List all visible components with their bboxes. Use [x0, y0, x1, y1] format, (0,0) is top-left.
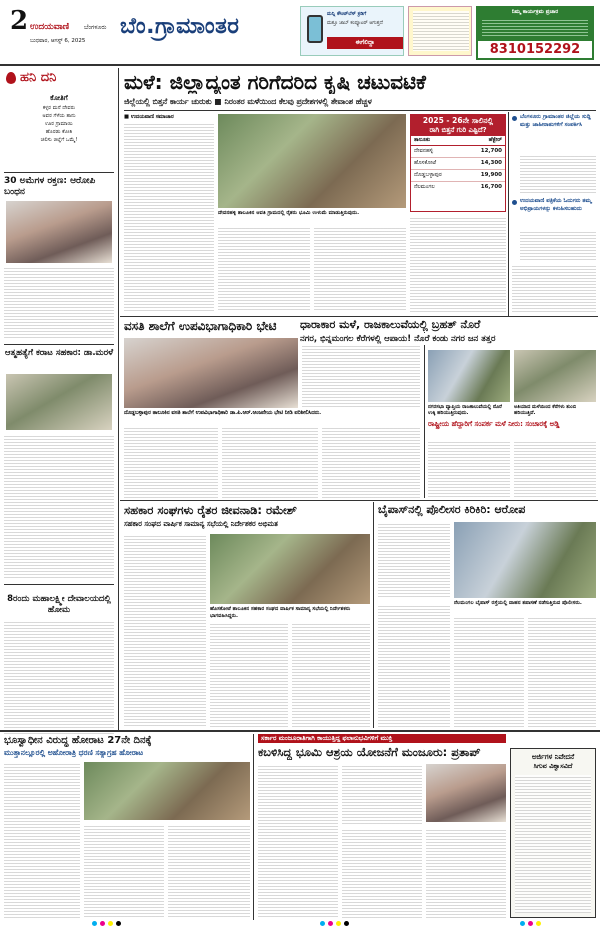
sowing-col-taluk: ತಾಲೂಕು	[414, 137, 431, 143]
registration-dot-icon	[344, 921, 349, 926]
honey-logo	[6, 70, 112, 88]
ad1-line2: ಮತ್ತೂ ಜಾಬ್ ಕಂಪ್ಯೂಟರ್ ಆಗುತ್ತದೆ	[327, 21, 383, 26]
sowing-row-taluk: ಹೊಸಕೋಟೆ	[414, 160, 437, 166]
right-notice-1-body	[520, 154, 596, 194]
ad-mid-text	[413, 11, 469, 51]
edition-label: ಬೆಂಗಳೂರು	[84, 24, 107, 31]
sowing-table-title-line1: 2025 - 26ನೇ ಸಾಲಿನಲ್ಲಿ	[422, 116, 494, 125]
ad1-line1: ಮನ್ನಿ ಕೌಂಟ್‌ಲೆಸ್ ಕ್ರಡಿಗೆ	[327, 11, 367, 17]
poem-line: ಹೊರಡು ಕೋತಿ	[45, 129, 73, 135]
bottom-left-headline-2[interactable]: ಮುತ್ತಾನಲ್ಲೂರಲ್ಲಿ ಅಹೋರಾತ್ರಿ ಧರಣಿ ಸತ್ಯಾಗ್ರಹ ಹೋರಾಟ	[4, 748, 144, 757]
poem-line: ಊರ ಗ್ರಾಮಾಯಿ	[45, 121, 73, 127]
right-notice-2-text: ಉದಯವಾಣಿ ಪತ್ರಿಕೆಯ ಓದುಗರು ತಮ್ಮ ಅಭಿಪ್ರಾಯಗಳನ್ನು ಕಳುಹಿಸಬಹುದು	[520, 198, 592, 212]
police-caption: ನೆಲಮಂಗಲ ಬೈಪಾಸ್ ರಸ್ತೆಯಲ್ಲಿ ವಾಹನ ತಪಾಸಣೆ ನಡೆಸುತ್ತಿರುವ ಪೊಲೀಸರು.	[454, 600, 582, 606]
sowing-table-row	[411, 146, 505, 158]
sowing-row-target: 19,900	[480, 172, 502, 178]
school-rain-vertical-rule	[424, 318, 425, 498]
lead-body-col4	[410, 216, 506, 312]
school-body-col2	[222, 426, 318, 498]
sowing-col-target: ಹೆಕ್ಟೇರ್	[488, 137, 502, 143]
registration-dot-icon	[100, 921, 105, 926]
highway-headline[interactable]: ರಾಷ್ಟ್ರೀಯ ಹೆದ್ದಾರಿಗೆ ಸಂಪರ್ಕ ಮಳೆ ನೀರು: ಸಂಚಾರಕ್ಕೆ ಅಡ್ಡಿ	[428, 420, 560, 428]
bottom-left-body-col2	[84, 824, 164, 918]
ad2-body	[482, 18, 588, 36]
lead-body-col3	[314, 226, 406, 312]
police-body-col2	[378, 604, 450, 728]
bottom-right-body-col1	[258, 764, 338, 918]
sidebar-story1-body	[4, 266, 114, 340]
bottom-right-body-col4	[426, 828, 506, 918]
school-photo	[124, 338, 298, 408]
rain-caption-1: ನಗರಸಭಾ ವ್ಯಾಪ್ತಿಯ ರಾಜಕಾಲುವೆಯಲ್ಲಿ ನೊರೆ ಉಕ್ಕಿ ಹರಿಯುತ್ತಿರುವುದು.	[428, 404, 502, 417]
lead-photo	[218, 114, 406, 208]
registration-dot-icon	[528, 921, 533, 926]
bottom-left-body-col3	[168, 824, 250, 918]
right-notice-2	[512, 198, 596, 262]
masthead-ad-1[interactable]	[300, 6, 404, 56]
bottom-right-box-body	[515, 775, 591, 913]
right-column-rule	[508, 112, 509, 316]
ad2-title: ನಿಮ್ಮ ಕಾರ್ಯಕ್ರಮ ಪ್ರಚಾರ	[511, 9, 559, 15]
sidebar-divider	[4, 172, 114, 173]
sidebar-divider	[4, 584, 114, 585]
sowing-table-row	[411, 182, 505, 193]
police-photo	[454, 522, 596, 598]
bottom-right-kicker: ಸರ್ಕಾರ ಮಂಜೂರಾತಿಗಾಗಿ ಕಾಯುತ್ತಿದ್ದ ಫಲಾನುಭವಿಗಳಿಗೆ ಮುಕ್ತಿ	[258, 734, 506, 743]
sowing-row-taluk: ನೆಲಮಂಗಲ	[414, 184, 435, 190]
highway-body-col1	[428, 440, 510, 498]
sidebar-column	[0, 68, 118, 728]
school-body-col1	[124, 426, 218, 498]
school-caption: ದೊಡ್ಡಬಳ್ಳಾಪುರ ತಾಲೂಕಿನ ವಸತಿ ಶಾಲೆಗೆ ಉಪವಿಭಾಗಾಧಿಕಾರಿ ಡಾ.ಪಿ.ಆರ್.ಆಂಜನೇಯ ಭೇಟಿ ನೀಡಿ ಪರಿಶೀಲಿಸಿದರು.	[124, 410, 322, 416]
ad-phone-icon	[307, 15, 323, 43]
registration-dot-icon	[520, 921, 525, 926]
bottom-right-box-title: ಅರ್ಜಿಗಳ ನಿವೇದನೆ	[531, 753, 575, 761]
bottom-right-body-col2	[342, 764, 422, 824]
right-notice-2-body	[520, 230, 596, 260]
poem-body	[0, 104, 118, 144]
police-body-col3	[454, 616, 524, 728]
coop-headline[interactable]: ಸಹಕಾರ ಸಂಘಗಳು ರೈತರ ಜೀವನಾಡಿ: ರಮೇಶ್	[124, 503, 297, 517]
bottom-right-box-subtitle: ಸಿಗುವ ವಿಶ್ವಾಸವಿದೆ	[533, 762, 573, 770]
sowing-row-target: 16,700	[480, 184, 502, 190]
dateline: ಬುಧವಾರ, ಆಗಸ್ಟ್ 6, 2025	[30, 38, 86, 44]
right-column-body	[512, 264, 596, 312]
bottom-right-headline[interactable]: ಕಬಳಿಸಿದ್ದ ಭೂಮಿ ಆಶ್ರಯ ಯೋಜನೆಗೆ ಮಂಜೂರು: ಪ್ರತಾಪ್	[258, 745, 481, 759]
sidebar-story2-photo	[6, 374, 112, 430]
poem-line: ಚಲಿಸು ಜಿಲ್ಲೆಗೆ ಒಮ್ಮೆ!	[40, 137, 78, 143]
sidebar-logo: ಹನಿ ದನಿ	[20, 70, 57, 85]
ad2-phone[interactable]: 8310152292	[478, 41, 592, 58]
registration-dot-icon	[328, 921, 333, 926]
school-body-right	[302, 338, 420, 408]
sowing-table-header	[411, 136, 505, 146]
registration-dot-icon	[108, 921, 113, 926]
sidebar-story1-headline[interactable]: 30 ಅಮೆಗಳ ರಕ್ತಣ: ಆರೋಪಿ ಬಂಧನ	[4, 176, 96, 197]
lead-body-col1	[124, 122, 214, 312]
lead-headline[interactable]: ಮಳೆ: ಜಿಲ್ಲಾದ್ಯಂತ ಗರಿಗೆದರಿದ ಕೃಷಿ ಚಟುವಟಿಕೆ	[124, 70, 426, 94]
poem-title: ಕೋತಿಗೆ	[50, 94, 68, 102]
sowing-table-row	[411, 158, 505, 170]
rain-caption-2: ಅತಿಯಾದ ಮಳೆಯಿಂದ ಕೆರೆಗಳು ತುಂಬಿ ಹರಿಯುತ್ತಿವೆ.	[514, 404, 577, 417]
sidebar-story3-headline[interactable]: 8ರಂದು ಮಹಾಲಕ್ಷ್ಮೀ ದೇವಾಲಯದಲ್ಲಿ ಹೋಮ	[7, 594, 111, 615]
rain-headline-2[interactable]: ನಗರ, ಭಿನ್ನಮಂಗಲ ಕೆರೆಗಳಲ್ಲಿ ಆಪಾಯ! ನೊರೆ ಕಂಡು ನಗರ ಜನ ತತ್ತರ	[298, 333, 596, 345]
bottom-left-headline-1[interactable]: ಭೂಸ್ವಾಧೀನ ವಿರುದ್ಧ ಹೋರಾಟ 27ನೇ ದಿನಕ್ಕೆ	[4, 735, 152, 746]
lead-body-col2	[218, 226, 310, 312]
masthead-ad-mid[interactable]	[408, 6, 472, 56]
registration-dot-icon	[336, 921, 341, 926]
mid-rule	[120, 500, 598, 501]
lead-subhead: ಜಿಲ್ಲೆಯಲ್ಲಿ ಬಿತ್ತನೆ ಕಾರ್ಯ ಚುರುಕು ■ ನಿರಂತರ ಮಳೆಯಿಂದ ಕೆಲವು ಪ್ರದೇಶಗಳಲ್ಲಿ ತೇವಾಂಶ ಹೆಚ್ಚಳ	[124, 97, 372, 106]
masthead	[0, 0, 600, 64]
sidebar-divider	[4, 344, 114, 345]
registration-dot-icon	[116, 921, 121, 926]
sowing-table-row	[411, 170, 505, 182]
coop-body-col1	[124, 534, 206, 728]
registration-dot-icon	[92, 921, 97, 926]
sowing-table-box	[410, 114, 506, 212]
police-body-col4	[528, 616, 596, 728]
ad1-brand: ಈಗೆಲಿದ್ದಾ	[327, 37, 403, 49]
lead-caption: ದೇವನಹಳ್ಳಿ ತಾಲೂಕಿನ ಆವತಿ ಗ್ರಾಮದಲ್ಲಿ ರೈತರು ಭೂಮಿ ಉಳುಮೆ ಮಾಡುತ್ತಿರುವುದು.	[218, 210, 360, 216]
masthead-rule	[0, 64, 600, 66]
bottom-section-rule	[0, 730, 600, 732]
rain-headline-1[interactable]: ಧಾರಾಕಾರ ಮಳೆ, ರಾಜಕಾಲುವೆಯಲ್ಲಿ ಬ್ರಹತ್ ನೊರೆ	[298, 318, 596, 332]
poem-line: ಕಳ್ಳರ ಮನೆ ದೇವರು	[42, 105, 76, 111]
print-registration-marks	[0, 920, 600, 928]
rain-photo-1	[428, 350, 510, 402]
right-notice-2-bullet-icon	[512, 200, 517, 205]
coop-photo	[210, 534, 370, 604]
bottom-right-body-col3	[342, 828, 422, 918]
masthead-ad-2[interactable]	[476, 6, 594, 60]
school-body-col3	[322, 426, 420, 498]
page-number: 2	[10, 6, 29, 36]
sowing-table-title	[411, 115, 505, 136]
coop-police-rule	[373, 502, 374, 728]
coop-caption: ಹೊಸಕೋಟೆ ತಾಲೂಕಿನ ಸಹಕಾರ ಸಂಘದ ವಾರ್ಷಿಕ ಸಾಮಾನ್ಯ ಸಭೆಯಲ್ಲಿ ನಿರ್ದೇಶಕರು ಭಾಗವಹಿಸಿದ್ದರು.	[210, 606, 351, 619]
section-title: ಬೆಂ.ಗ್ರಾಮಾಂತರ	[120, 14, 240, 39]
right-notice-1-text: ಬೆಂಗಳೂರು ಗ್ರಾಮಾಂತರ ಜಿಲ್ಲೆಯ ಸುದ್ದಿ ಮತ್ತು ಜಾಹೀರಾತುಗಳಿಗೆ ಸಂಪರ್ಕಿಸಿ	[520, 114, 591, 128]
sowing-table-title-line2: ರಾಗಿ ಬಿತ್ತನೆ ಗುರಿ ಎಷ್ಟಿದೆ?	[429, 126, 487, 134]
rain-photo-2	[514, 350, 596, 402]
right-notice-1-bullet-icon	[512, 116, 517, 121]
registration-dot-icon	[536, 921, 541, 926]
registration-dot-icon	[320, 921, 325, 926]
right-notice-1	[512, 114, 596, 196]
honey-drop-icon	[6, 72, 16, 84]
sidebar-vertical-rule	[118, 68, 119, 730]
sowing-row-taluk: ದೇವನಹಳ್ಳಿ	[414, 148, 434, 154]
sidebar-story1-photo	[6, 201, 112, 263]
sidebar-story2-body	[4, 434, 114, 580]
police-body-col1	[378, 522, 450, 598]
coop-subhead: ಸಹಕಾರ ಸಂಘದ ವಾರ್ಷಿಕ ಸಾಮಾನ್ಯ ಸಭೆಯಲ್ಲಿ ನಿರ್ದೇಶಕರ ಅಭಿಮತ	[124, 520, 278, 528]
bottom-left-body-col1	[4, 762, 80, 918]
bottom-left-photo	[84, 762, 250, 820]
lead-subhead-rule	[124, 110, 596, 111]
bottom-vertical-rule	[253, 734, 254, 920]
sowing-row-target: 12,700	[480, 148, 502, 154]
paper-name: ಉದಯವಾಣಿ	[30, 22, 70, 32]
bottom-right-box	[510, 748, 596, 918]
coop-body-col3	[292, 622, 370, 728]
sidebar-story2-headline[interactable]: ಆತ್ಮಹತ್ಯೆಗೆ ಕರಾಟ ಸಹಕಾರ: ಡಾ.ಮರಳೆ	[4, 348, 114, 358]
coop-body-col2	[210, 622, 288, 728]
sidebar-story3-body	[4, 620, 114, 736]
school-headline[interactable]: ವಸತಿ ಶಾಲೆಗೆ ಉಪವಿಭಾಗಾಧಿಕಾರಿ ಭೇಟಿ	[124, 319, 277, 333]
sowing-row-target: 14,300	[480, 160, 502, 166]
bottom-right-photo	[426, 764, 506, 822]
lead-byline: ■ ಉದಯವಾಣಿ ಸಮಾಚಾರ	[124, 114, 174, 120]
lead-bottom-rule	[120, 316, 598, 317]
police-headline[interactable]: ಬೈಪಾಸ್‌ನಲ್ಲಿ ಪೊಲೀಸರ ಕಿರಿಕಿರಿ: ಆರೋಪ	[378, 503, 526, 516]
sowing-row-taluk: ದೊಡ್ಡಬಳ್ಳಾಪುರ	[414, 172, 442, 178]
poem-line: ಅವರ ಗೆಳೆಯ ತಾನು	[42, 113, 76, 119]
highway-body-col2	[514, 440, 596, 498]
